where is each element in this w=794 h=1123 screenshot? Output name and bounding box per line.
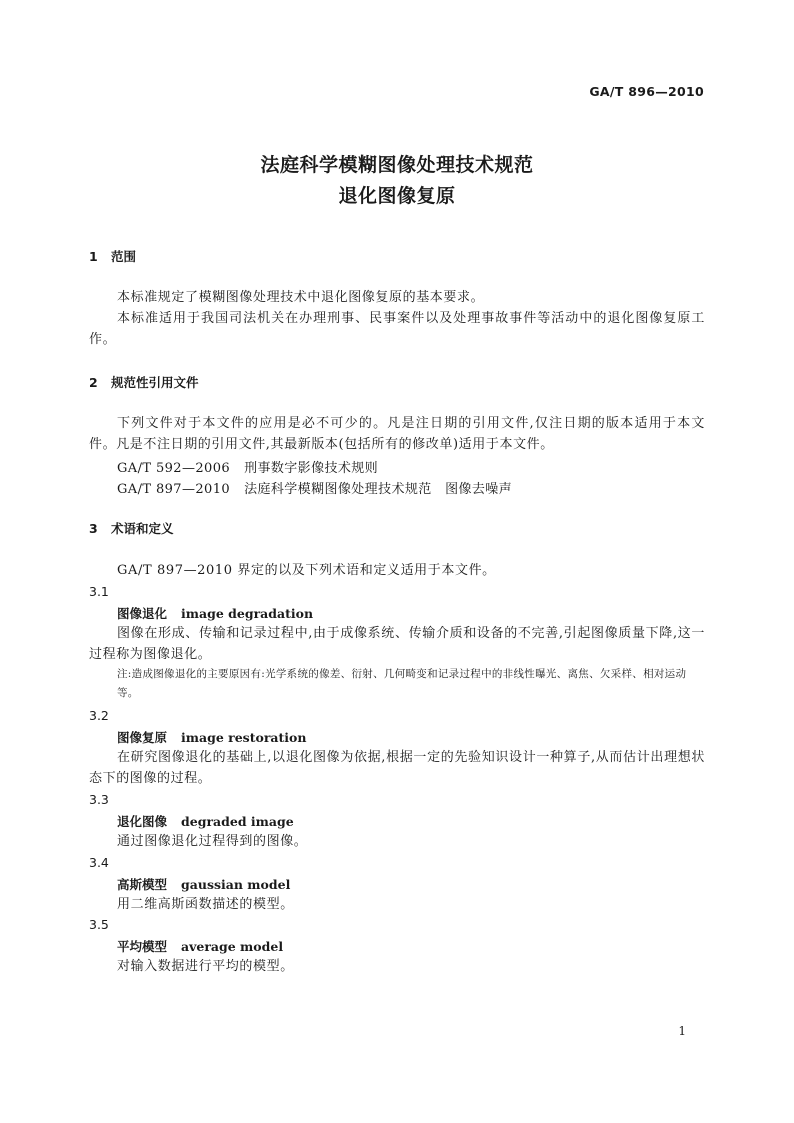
note-label: 注:: [117, 668, 132, 680]
term-title: [117, 875, 290, 893]
term-title: [117, 728, 306, 746]
term-en: degraded image: [181, 814, 294, 829]
standard-code: GA/T 896—2010: [589, 84, 704, 99]
document-title: 法庭科学模糊图像处理技术规范: [260, 154, 534, 176]
term-title: [117, 937, 283, 955]
clause-number: 3.5: [89, 917, 109, 932]
paragraph: 本标准规定了模糊图像处理技术中退化图像复原的基本要求。: [117, 290, 485, 305]
term-en: gaussian model: [181, 877, 291, 892]
reference-code: GA/T 592—2006: [117, 461, 231, 476]
page-number: 1: [678, 1024, 686, 1038]
term-definition: 通过图像退化过程得到的图像。: [117, 834, 308, 849]
term-title: [117, 812, 294, 830]
clause-number: 3.4: [89, 855, 109, 870]
term-cn: 图像复原: [117, 730, 168, 745]
reference-title: 法庭科学模糊图像处理技术规范 图像去噪声: [244, 482, 513, 497]
section-title: 规范性引用文件: [111, 375, 199, 390]
term-definition: 用二维高斯函数描述的模型。: [117, 897, 294, 912]
term-cn: 退化图像: [117, 814, 168, 829]
term-en: image restoration: [181, 730, 307, 745]
term-cn: 图像退化: [117, 606, 168, 621]
term-title: [117, 604, 313, 622]
section-heading: [89, 373, 199, 391]
paragraph: GA/T 897—2010 界定的以及下列术语和定义适用于本文件。: [117, 563, 496, 578]
clause-number: 3.2: [89, 708, 109, 723]
section-heading: [89, 247, 136, 265]
term-note: [117, 665, 705, 703]
paragraph: 下列文件对于本文件的应用是必不可少的。凡是注日期的引用文件,仅注日期的版本适用于本文件。凡是不注日期的引用文件,其最新版本(包括所有的修改单)适用于本文件。: [89, 416, 705, 452]
clause-number: 3.3: [89, 792, 109, 807]
reference-item: [117, 478, 512, 497]
section-heading: [89, 519, 174, 537]
section-number: 2: [89, 375, 98, 390]
term-definition: 图像在形成、传输和记录过程中,由于成像系统、传输介质和设备的不完善,引起图像质量下降,这一过程称为图像退化。: [89, 626, 705, 662]
term-definition: 对输入数据进行平均的模型。: [117, 959, 294, 974]
clause-number: 3.1: [89, 584, 109, 599]
section-title: 术语和定义: [111, 521, 174, 536]
reference-title: 刑事数字影像技术规则: [244, 461, 379, 476]
note-text: 造成图像退化的主要原因有:光学系统的像差、衍射、几何畸变和记录过程中的非线性曝光、离焦、欠采样、相对运动等。: [117, 668, 687, 699]
term-definition: 在研究图像退化的基础上,以退化图像为依据,根据一定的先验知识设计一种算子,从而估计出理想状态下的图像的过程。: [89, 750, 705, 786]
section-title: 范围: [111, 249, 137, 264]
document-subtitle: 退化图像复原: [338, 185, 456, 207]
reference-code: GA/T 897—2010: [117, 482, 231, 497]
term-cn: 平均模型: [117, 939, 168, 954]
term-en: average model: [181, 939, 284, 954]
term-en: image degradation: [181, 606, 314, 621]
term-cn: 高斯模型: [117, 877, 168, 892]
reference-item: [117, 457, 378, 476]
section-number: 3: [89, 521, 98, 536]
section-number: 1: [89, 249, 98, 264]
paragraph: 本标准适用于我国司法机关在办理刑事、民事案件以及处理事故事件等活动中的退化图像复原工作。: [89, 311, 705, 347]
